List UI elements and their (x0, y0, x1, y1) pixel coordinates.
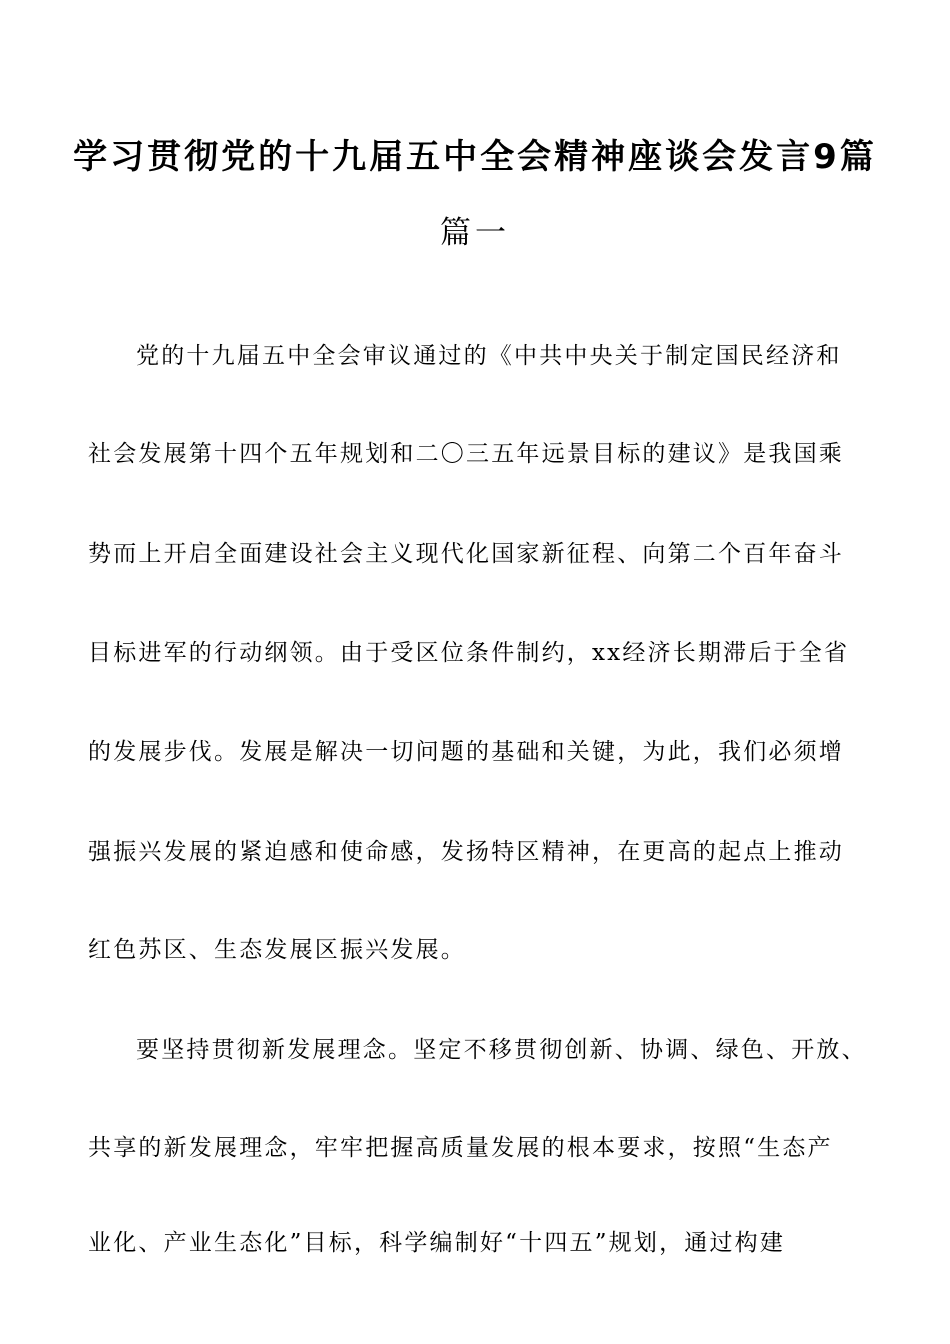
paragraph-1-line-6: 强振兴发展的紧迫感和使命感，发扬特区精神，在更高的起点上推动 (88, 839, 844, 865)
paragraph-1-line-4: 目标进军的行动纲领。由于受区位条件制约，xx经济长期滞后于全省 (88, 640, 850, 666)
paragraph-1-line-7: 红色苏区、生态发展区振兴发展。 (88, 937, 466, 963)
paragraph-2-line-3: 业化、产业生态化”目标，科学编制好“十四五”规划，通过构建 (88, 1230, 786, 1256)
paragraph-2-line-1: 要坚持贯彻新发展理念。坚定不移贯彻创新、协调、绿色、开放、 (136, 1037, 867, 1063)
section-heading: 篇一 (440, 215, 510, 251)
paragraph-1-line-5: 的发展步伐。发展是解决一切问题的基础和关键，为此，我们必须增 (88, 739, 844, 765)
paragraph-1-line-2: 社会发展第十四个五年规划和二〇三五年远景目标的建议》是我国乘 (88, 441, 844, 467)
paragraph-1-line-1: 党的十九届五中全会审议通过的《中共中央关于制定国民经济和 (136, 343, 842, 369)
document-title: 学习贯彻党的十九届五中全会精神座谈会发言9篇 (73, 137, 877, 177)
paragraph-2-line-2: 共享的新发展理念，牢牢把握高质量发展的根本要求，按照“生态产 (88, 1135, 833, 1161)
paragraph-1-line-3: 势而上开启全面建设社会主义现代化国家新征程、向第二个百年奋斗 (88, 541, 844, 567)
